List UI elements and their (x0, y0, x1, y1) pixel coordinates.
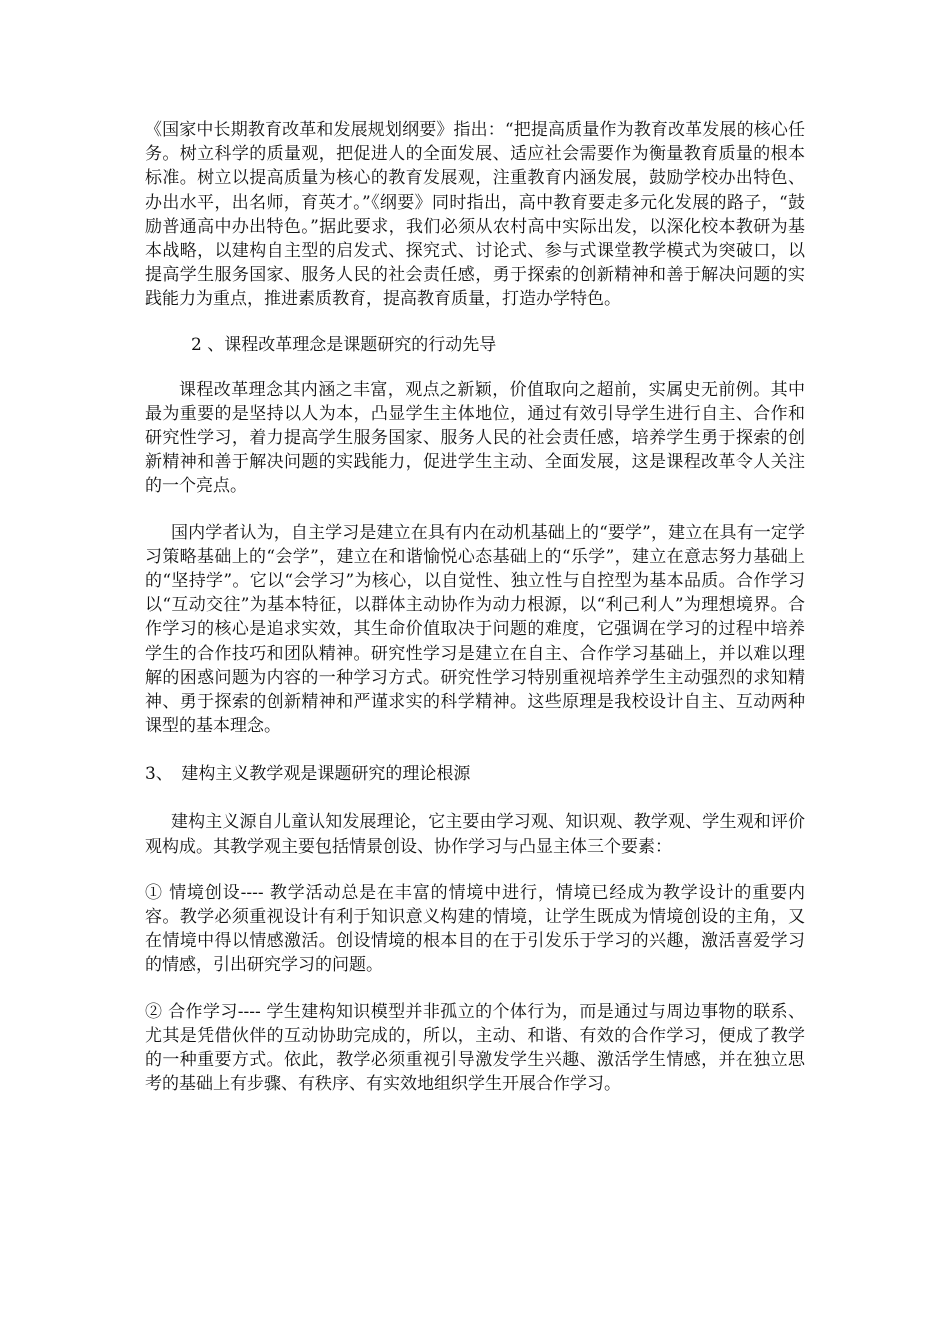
paragraph-outline-intro: 《国家中长期教育改革和发展规划纲要》指出：“把提高质量作为教育改革发展的核心任务。树立科学的质量观，把促进人的全面发展、适应社会需要作为衡量教育质量的根本标准。树立以提高质量为核心的教育发展观，注重教育内涵发展，鼓励学校办出特色、办出水平，出名师，育英才。”《纲要》同时指出，高中教育要走多元化发展的路子，“鼓励普通高中办出特色。”据此要求，我们必须从农村高中实际出发，以深化校本教研为基本战略，以建构自主型的启发式、探究式、讨论式、参与式课堂教学模式为突破口，以提高学生服务国家、服务人民的社会责任感，勇于探索的创新精神和善于解决问题的实践能力为重点，推进素质教育，提高教育质量，打造办学特色。 (145, 120, 805, 310)
section-heading-3: 3、 建构主义教学观是课题研究的理论根源 (145, 764, 471, 785)
paragraph-cooperative-learning: ② 合作学习---- 学生建构知识模型并非孤立的个体行为，而是通过与周边事物的联系、尤其是凭借伙伴的互动协助完成的，所以，主动、和谐、有效的合作学习，便成了教学的一种重要方式。依此，教学必须重视引导激发学生兴趣、激活学生情感，并在独立思考的基础上有步骤、有秩序、有实效地组织学生开展合作学习。 (145, 1001, 805, 1095)
paragraph-situation-creation: ① 情境创设---- 教学活动总是在丰富的情境中进行，情境已经成为教学设计的重要内容。教学必须重视设计有利于知识意义构建的情境，让学生既成为情境创设的主角，又在情境中得以情感激活。创设情境的根本目的在于引发乐于学习的兴趣，激活喜爱学习的情感，引出研究学习的问题。 (145, 882, 805, 976)
document-page (145, 118, 805, 1097)
section-heading-2: 2 、课程改革理念是课题研究的行动先导 (191, 334, 497, 355)
paragraph-curriculum-reform: 课程改革理念其内涵之丰富，观点之新颖，价值取向之超前，实属史无前例。其中最为重要的是坚持以人为本，凸显学生主体地位，通过有效引导学生进行自主、合作和研究性学习，着力提高学生服务国家、服务人民的社会责任感，培养学生勇于探索的创新精神和善于解决问题的实践能力，促进学生主动、全面发展，这是课程改革令人关注的一个亮点。 (145, 379, 805, 497)
paragraph-scholars-view: 国内学者认为，自主学习是建立在具有内在动机基础上的“要学”，建立在具有一定学习策略基础上的“会学”，建立在和谐愉悦心态基础上的“乐学”，建立在意志努力基础上的“坚持学”。它以“会学习”为核心，以自觉性、独立性与自控型为基本品质。合作学习以“互动交往”为基本特征，以群体主动协作为动力根源，以“利己利人”为理想境界。合作学习的核心是追求实效，其生命价值取决于问题的难度，它强调在学习的过程中培养学生的合作技巧和团队精神。研究性学习是建立在自主、合作学习基础上，并以难以理解的困惑问题为内容的一种学习方式。研究性学习特别重视培养学生主动强烈的求知精神、勇于探索的创新精神和严谨求实的科学精神。这些原理是我校设计自主、互动两种课型的基本理念。 (145, 522, 805, 737)
paragraph-constructivism: 建构主义源自儿童认知发展理论，它主要由学习观、知识观、教学观、学生观和评价观构成。其教学观主要包括情景创设、协作学习与凸显主体三个要素： (145, 812, 805, 857)
